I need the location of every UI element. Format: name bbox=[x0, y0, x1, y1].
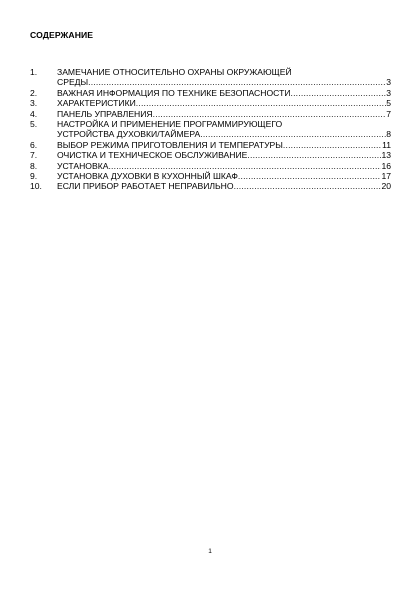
toc-entry-number: 2. bbox=[30, 87, 38, 98]
toc-dot-leader bbox=[88, 77, 386, 87]
toc-entry-number: 5. bbox=[30, 119, 38, 130]
toc-entry-number: 8. bbox=[30, 160, 38, 171]
toc-entry-number: 10. bbox=[30, 181, 42, 192]
toc-entry-title: УСТАНОВКА bbox=[57, 160, 109, 171]
toc-entry-number: 1. bbox=[30, 67, 38, 77]
toc-entry-title: ПАНЕЛЬ УПРАВЛЕНИЯ bbox=[57, 108, 153, 119]
toc-entry-title-continued: СРЕДЫ bbox=[57, 77, 89, 88]
toc-entry-5 bbox=[30, 119, 391, 140]
toc-entry-title: ВЫБОР РЕЖИМА ПРИГОТОВЛЕНИЯ И ТЕМПЕРАТУРЫ bbox=[57, 139, 283, 150]
toc-entry-title-continued: УСТРОЙСТВА ДУХОВКИ/ТАЙМЕРА bbox=[57, 129, 201, 140]
toc-dot-leader bbox=[283, 140, 382, 150]
toc-entry-number: 3. bbox=[30, 98, 38, 109]
toc-entry-title: ЕСЛИ ПРИБОР РАБОТАЕТ НЕПРАВИЛЬНО bbox=[57, 181, 234, 192]
toc-entry-number: 4. bbox=[30, 108, 38, 119]
toc-entry-title: НАСТРОЙКА И ПРИМЕНЕНИЕ ПРОГРАММИРУЮЩЕГО bbox=[57, 119, 283, 130]
toc-entry-3 bbox=[30, 98, 391, 108]
toc-heading: СОДЕРЖАНИЕ bbox=[30, 30, 94, 40]
table-of-contents bbox=[30, 67, 391, 192]
toc-entry-number: 6. bbox=[30, 139, 38, 150]
toc-entry-title: ВАЖНАЯ ИНФОРМАЦИЯ ПО ТЕХНИКЕ БЕЗОПАСНОСТИ bbox=[57, 87, 291, 98]
page-number: 1 bbox=[208, 548, 212, 555]
toc-entry-number: 9. bbox=[30, 171, 38, 182]
toc-entry-page: 16 bbox=[381, 160, 391, 171]
toc-entry-page: 7 bbox=[386, 108, 391, 119]
toc-entry-7 bbox=[30, 150, 391, 160]
toc-entry-title: ЗАМЕЧАНИЕ ОТНОСИТЕЛЬНО ОХРАНЫ ОКРУЖАЮЩЕЙ bbox=[57, 67, 292, 77]
toc-entry-8 bbox=[30, 161, 391, 171]
toc-dot-leader bbox=[200, 129, 386, 139]
toc-dot-leader bbox=[291, 88, 387, 98]
toc-dot-leader bbox=[136, 98, 386, 108]
toc-entry-title: ОЧИСТКА И ТЕХНИЧЕСКОЕ ОБСЛУЖИВАНИЕ bbox=[57, 150, 248, 161]
toc-entry-10 bbox=[30, 181, 391, 191]
toc-dot-leader bbox=[238, 171, 382, 181]
toc-entry-page: 3 bbox=[386, 77, 391, 88]
toc-entry-page: 5 bbox=[386, 98, 391, 109]
toc-dot-leader bbox=[234, 181, 382, 191]
toc-entry-page: 13 bbox=[381, 150, 391, 161]
toc-entry-page: 8 bbox=[386, 129, 391, 140]
toc-entry-6 bbox=[30, 140, 391, 150]
toc-dot-leader bbox=[247, 150, 381, 160]
toc-entry-1 bbox=[30, 67, 391, 88]
toc-entry-2 bbox=[30, 88, 391, 98]
toc-entry-title: УСТАНОВКА ДУХОВКИ В КУХОННЫЙ ШКАФ bbox=[57, 171, 238, 182]
toc-entry-page: 11 bbox=[382, 139, 391, 150]
toc-entry-number: 7. bbox=[30, 150, 38, 161]
toc-entry-title: ХАРАКТЕРИСТИКИ bbox=[57, 98, 136, 109]
toc-entry-9 bbox=[30, 171, 391, 181]
toc-entry-page: 3 bbox=[386, 87, 391, 98]
toc-entry-page: 20 bbox=[381, 181, 391, 192]
toc-dot-leader bbox=[108, 161, 381, 171]
toc-entry-page: 17 bbox=[381, 171, 391, 182]
toc-dot-leader bbox=[153, 109, 387, 119]
toc-entry-4 bbox=[30, 109, 391, 119]
